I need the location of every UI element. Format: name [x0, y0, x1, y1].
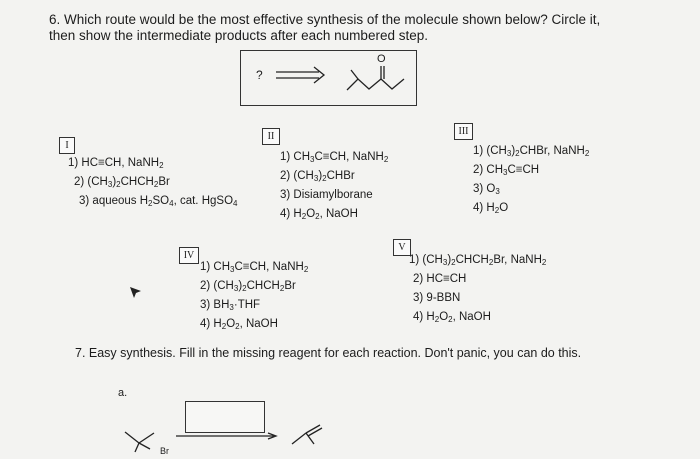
route-v-step-2: 2) HC≡CH: [413, 273, 467, 285]
route-iv-step-3: 3) $BH_3\cdot THF$: [200, 299, 261, 312]
route-iv-step-1: 1) $CH_3C\equiv CH$, NaNH$_2$: [200, 261, 309, 274]
route-i-step-3: 3) aqueous $H_2SO_4$, cat. HgSO$_4$: [79, 195, 238, 208]
route-ii-step-3: 3) Disiamylborane: [280, 189, 373, 201]
route-i-step-2: 2) $(CH_3)_2CHCH_2Br$: [74, 176, 170, 189]
reactant-bond-br: [135, 443, 139, 452]
product-double-bond-a: [306, 425, 320, 433]
route-iii-label: III: [458, 126, 469, 137]
route-iii-step-3: 3) $O_3$: [473, 183, 500, 196]
route-iii-step-2: 2) $CH_3C\equiv CH$: [473, 164, 540, 177]
product-double-bond-b: [308, 428, 322, 436]
carbonyl-oxygen-label: O: [377, 53, 386, 65]
route-iii-step-1: 1) $(CH_3)_2CHBr$, NaNH$_2$: [473, 145, 590, 158]
question-7-title: 7. Easy synthesis. Fill in the missing reagent for each reaction. Don't panic, you can do this.: [75, 346, 582, 360]
product-bond-1: [292, 433, 306, 444]
route-v-step-1: 1) $(CH_3)_2CHCH_2Br$, NaNH$_2$: [409, 254, 547, 267]
bromine-label: Br: [160, 446, 169, 456]
route-ii-label: II: [267, 131, 275, 142]
route-ii-step-2: 2) $(CH_3)_2CHBr$: [280, 170, 355, 183]
route-v-step-4: 4) $H_2O_2$, NaOH: [413, 311, 491, 324]
route-i-step-1: 1) HC≡CH, NaNH$_2$: [68, 157, 164, 170]
route-iv-label: IV: [183, 250, 195, 261]
route-iii-step-4: 4) $H_2O$: [473, 202, 509, 215]
unknown-reactant-mark: ?: [256, 68, 263, 82]
route-iv-step-2: 2) $(CH_3)_2CHCH_2Br$: [200, 280, 296, 293]
route-iv-step-4: 4) $H_2O_2$, NaOH: [200, 318, 278, 331]
route-v-step-3: 3) 9-BBN: [413, 292, 461, 304]
question-6-line-2: then show the intermediate products after each numbered step.: [49, 28, 428, 43]
reactant-bond-2: [139, 433, 154, 443]
route-ii-step-1: 1) $CH_3C\equiv CH$, NaNH$_2$: [280, 151, 389, 164]
route-ii-step-4: 4) $H_2O_2$, NaOH: [280, 208, 358, 221]
reactant-bond-1: [125, 432, 139, 443]
route-i-label: I: [65, 140, 69, 151]
route-v-label: V: [398, 242, 406, 253]
part-a-label: a.: [118, 387, 128, 399]
question-6-line-1: 6. Which route would be the most effective synthesis of the molecule shown below? Circle it,: [49, 12, 601, 27]
reactant-bond-3: [139, 443, 150, 449]
